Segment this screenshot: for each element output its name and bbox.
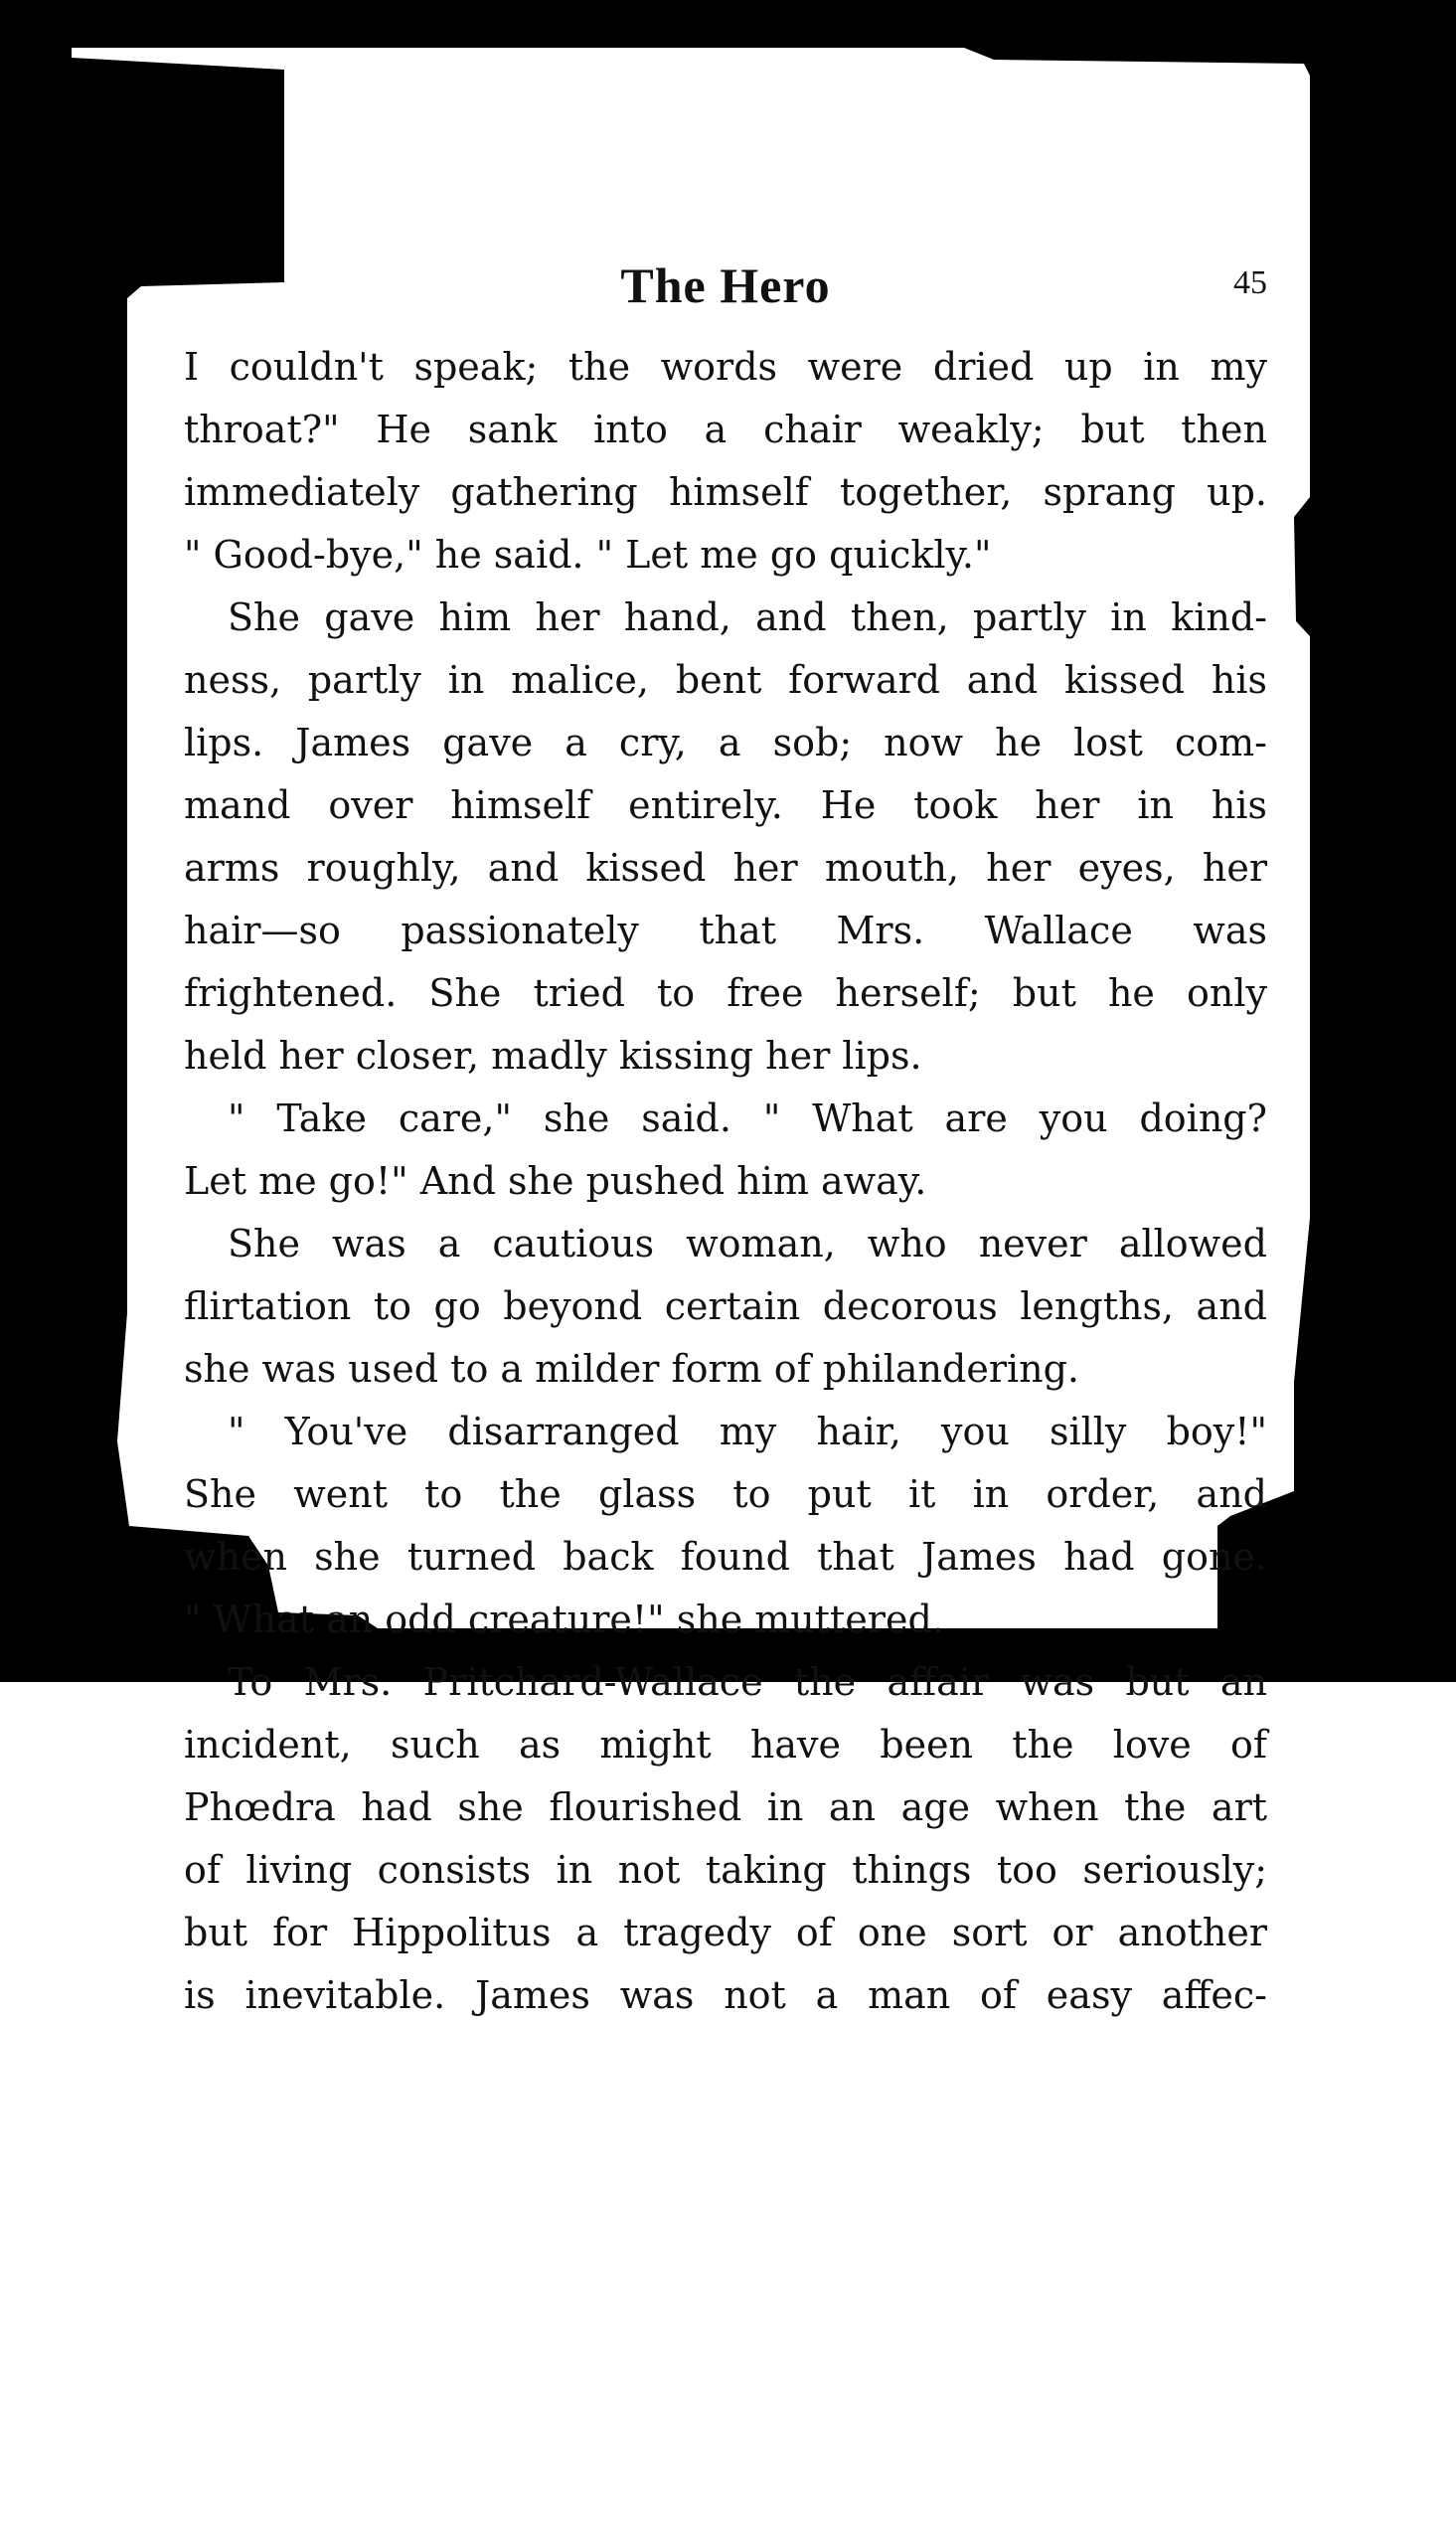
text-line: mand over himself entirely. He took her in his: [184, 783, 1267, 827]
text-line: I couldn't speak; the words were dried up in my: [184, 345, 1267, 389]
text-line: " What an odd creature!" she muttered.: [184, 1598, 944, 1641]
text-line: She gave him her hand, and then, partly in kind-: [228, 595, 1267, 639]
text-line: held her closer, madly kissing her lips.: [184, 1034, 922, 1078]
running-title: The Hero: [620, 257, 831, 313]
text-line: " Take care," she said. " What are you doing?: [228, 1096, 1267, 1140]
text-line: She was a cautious woman, who never allowed: [228, 1222, 1267, 1265]
paragraph-2: [184, 587, 1267, 1088]
page-number: 45: [1233, 264, 1267, 301]
text-line: Phœdra had she flourished in an age when the art: [184, 1785, 1267, 1829]
text-line: To Mrs. Pritchard-Wallace the affair was but an: [228, 1660, 1267, 1704]
text-line: incident, such as might have been the love of: [184, 1723, 1267, 1767]
text-line: lips. James gave a cry, a sob; now he lost com-: [184, 721, 1267, 764]
text-line: Let me go!" And she pushed him away.: [184, 1159, 927, 1203]
text-line: hair—so passionately that Mrs. Wallace was: [184, 909, 1267, 952]
paragraph-6: [184, 1651, 1267, 2027]
book-page: [184, 256, 1267, 2027]
text-line: she was used to a milder form of philandering.: [184, 1347, 1080, 1391]
running-head: [184, 256, 1267, 326]
text-line: when she turned back found that James had gone.: [184, 1535, 1267, 1579]
paragraph-3: [184, 1088, 1267, 1213]
text-line: " You've disarranged my hair, you silly boy!": [228, 1410, 1267, 1453]
text-line: throat?" He sank into a chair weakly; but then: [184, 408, 1267, 451]
text-line: is inevitable. James was not a man of easy affec-: [184, 1973, 1267, 2017]
text-line: " Good-bye," he said. " Let me go quickly.": [184, 533, 992, 577]
paragraph-1: [184, 336, 1267, 587]
text-line: arms roughly, and kissed her mouth, her eyes, her: [184, 846, 1267, 890]
text-line: immediately gathering himself together, sprang up.: [184, 470, 1267, 514]
text-line: She went to the glass to put it in order, and: [184, 1472, 1267, 1516]
body-text: [184, 336, 1267, 2027]
paragraph-5: [184, 1401, 1267, 1651]
text-line: flirtation to go beyond certain decorous lengths, and: [184, 1284, 1267, 1328]
text-line: of living consists in not taking things too seriously;: [184, 1848, 1267, 1892]
text-line: frightened. She tried to free herself; but he only: [184, 971, 1267, 1015]
paragraph-4: [184, 1213, 1267, 1401]
text-line: ness, partly in malice, bent forward and kissed his: [184, 658, 1267, 702]
text-line: but for Hippolitus a tragedy of one sort or another: [184, 1911, 1267, 1954]
